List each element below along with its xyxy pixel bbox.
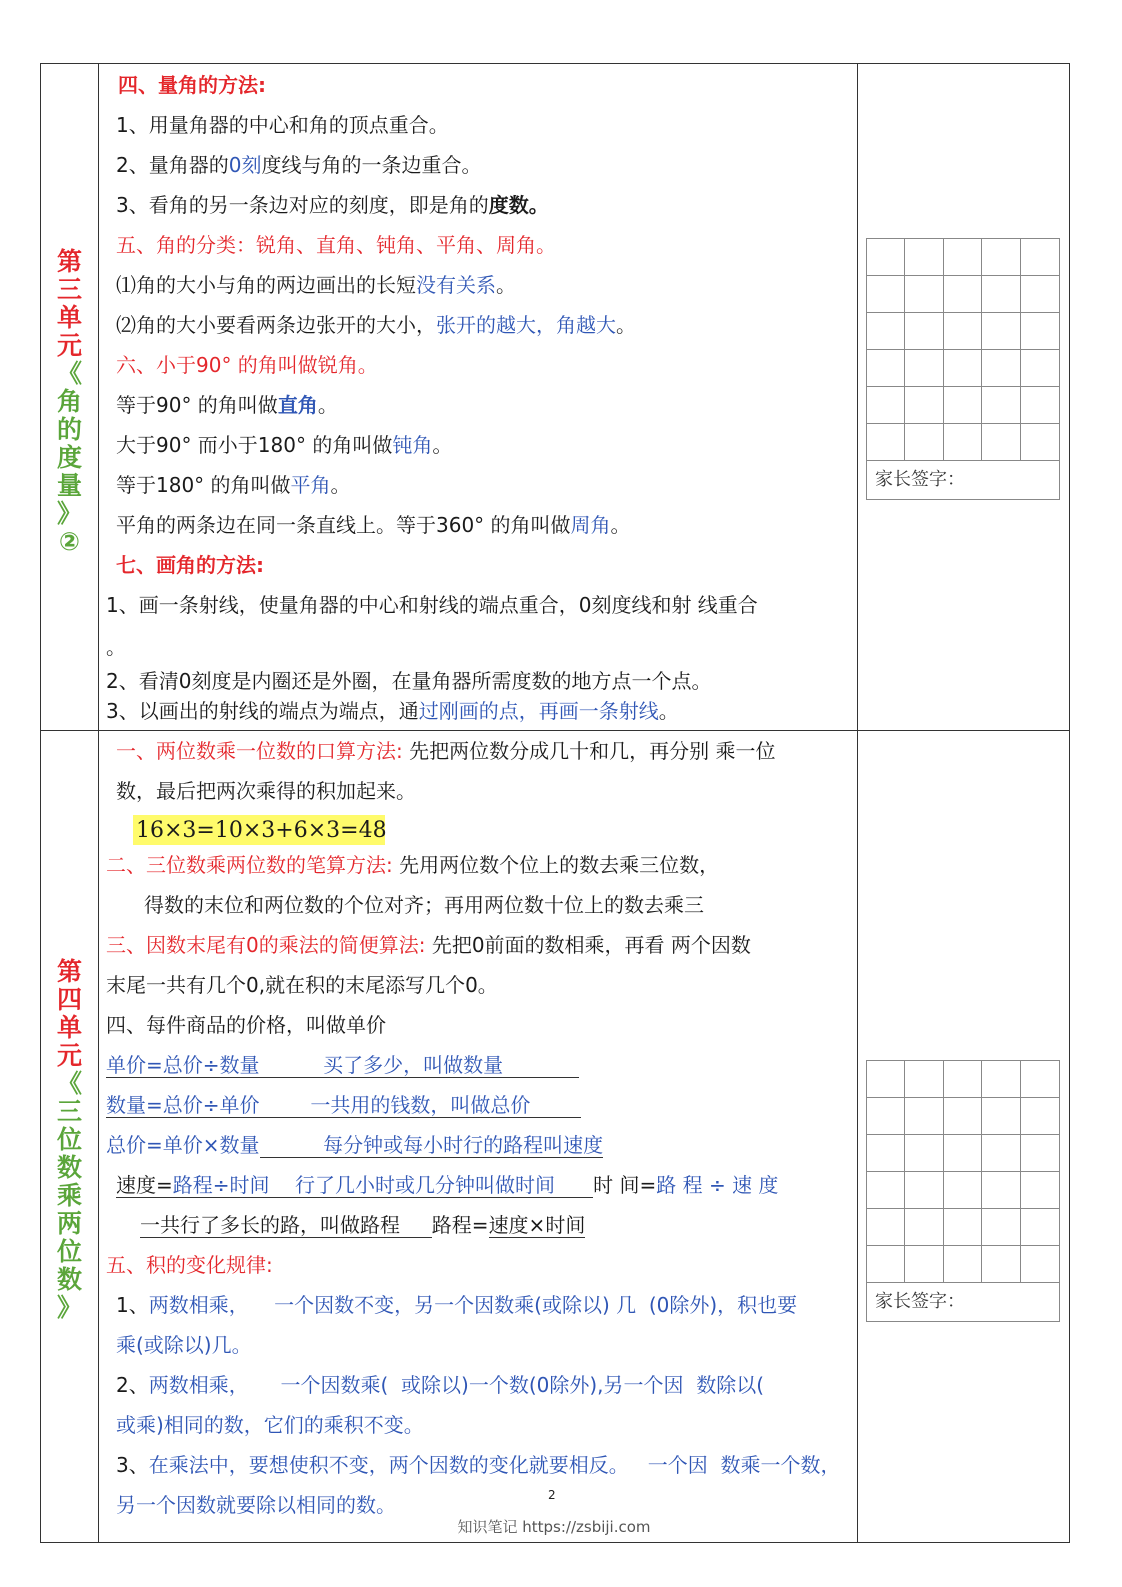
- content-line: [144, 892, 704, 918]
- text-segment: 一、两位数乘一位数的口算方法:: [116, 739, 403, 763]
- grid-cell: [867, 1098, 905, 1135]
- text-segment: 另一个因数就要除以相同的数。: [116, 1493, 396, 1517]
- content-line: [116, 192, 549, 218]
- text-segment: 。: [106, 635, 126, 659]
- text-segment: 平角: [290, 473, 331, 497]
- content-line: [116, 1172, 778, 1198]
- content-line: [116, 512, 631, 538]
- content-line: [116, 232, 556, 258]
- signature-grid-unit-3: [866, 238, 1060, 500]
- content-line: [116, 778, 416, 804]
- text-segment: 先把0前面的数相乘，再看 两个因数: [425, 933, 751, 957]
- text-segment: 直角: [277, 393, 318, 417]
- grid-cell: [982, 1098, 1020, 1135]
- content-line: [116, 392, 338, 418]
- content-line: [116, 152, 481, 178]
- content-line: [106, 1052, 579, 1078]
- text-segment: 速度=: [116, 1173, 173, 1197]
- grid-cell: [982, 239, 1020, 276]
- text-segment: 1、: [116, 1293, 149, 1317]
- practice-grid-cells: [867, 1061, 1059, 1283]
- content-line: [116, 472, 351, 498]
- text-segment: 路 程 ÷ 速 度: [656, 1173, 779, 1197]
- text-segment: 五、角的分类：锐角、直角、钝角、平角、周角。: [116, 233, 556, 257]
- unit-label-char: 《: [56, 1069, 82, 1098]
- text-segment: 3、以画出的射线的端点为端点，通: [106, 699, 419, 723]
- content-line: [116, 1292, 797, 1318]
- content-line: [106, 668, 711, 694]
- text-segment: 0刻: [228, 153, 262, 177]
- unit-label-char: 的: [56, 415, 82, 444]
- text-segment: 先把两位数分成几十和几，再分别 乘一位: [402, 739, 776, 763]
- unit-label-char: 元: [56, 1041, 82, 1070]
- text-segment: 等于180° 的角叫做: [116, 473, 291, 497]
- parent-signature-label: 家长签字：: [875, 469, 965, 490]
- text-segment: 在乘法中，要想使积不变，两个因数的变化就要相反。 一个因 数乘一个数，: [148, 1453, 841, 1477]
- text-segment: 乘(或除以)几。: [116, 1333, 252, 1357]
- content-line: [106, 592, 758, 618]
- text-segment: 3、看角的另一条边对应的刻度，即是角的: [116, 193, 489, 217]
- grid-cell: [944, 387, 982, 424]
- text-segment: 。: [658, 699, 679, 723]
- content-line: [116, 432, 452, 458]
- unit-label-char: 两: [56, 1209, 82, 1238]
- grid-cell: [905, 350, 943, 387]
- content-line: [116, 1492, 396, 1518]
- text-segment: 度线与角的一条边重合。: [261, 153, 482, 177]
- content-line: [116, 272, 516, 298]
- practice-grid-cells: [867, 239, 1059, 461]
- text-segment: 等于90° 的角叫做: [116, 393, 278, 417]
- grid-cell: [982, 1135, 1020, 1172]
- content-line: [106, 1012, 386, 1038]
- content-line: [116, 1332, 252, 1358]
- text-segment: 七、画角的方法:: [116, 553, 264, 577]
- unit-label-char: 》: [56, 499, 82, 528]
- content-line: [140, 1212, 585, 1238]
- parent-signature-label: 家长签字：: [875, 1291, 965, 1312]
- content-line: [116, 112, 449, 138]
- grid-cell: [867, 239, 905, 276]
- content-line: [118, 72, 266, 98]
- unit-label-char: 《: [56, 359, 82, 388]
- grid-cell: [905, 1135, 943, 1172]
- text-segment: 3、: [116, 1453, 149, 1477]
- column-divider-left: [98, 63, 99, 1543]
- content-line: [116, 552, 264, 578]
- grid-cell: [1021, 1098, 1059, 1135]
- text-segment: 。: [330, 473, 351, 497]
- text-segment: 。: [496, 273, 516, 297]
- grid-cell: [905, 1098, 943, 1135]
- grid-cell: [905, 313, 943, 350]
- grid-cell: [905, 1246, 943, 1283]
- text-segment: 二、三位数乘两位数的笔算方法:: [106, 853, 393, 877]
- unit-label-char: 四: [56, 985, 82, 1014]
- text-segment: 三、因数末尾有0的乘法的简便算法:: [106, 933, 426, 957]
- column-divider-right: [857, 63, 858, 1543]
- grid-cell: [982, 1172, 1020, 1209]
- text-segment: 单价=总价÷数量 买了多少，叫做数量: [106, 1053, 580, 1077]
- grid-cell: [982, 1061, 1020, 1098]
- footer-watermark: 知识笔记 https://zsbiji.com: [457, 1518, 651, 1536]
- text-segment: 2、看清0刻度是内圈还是外圈，在量角器所需度数的地方点一个点。: [106, 669, 712, 693]
- content-line: [116, 738, 775, 764]
- text-segment: 行了几小时或几分钟叫做时间: [269, 1173, 594, 1197]
- text-segment: 速度×时间: [488, 1213, 586, 1237]
- content-line: [116, 312, 636, 338]
- unit-3-label: [41, 248, 98, 556]
- unit-label-char: 位: [56, 1125, 82, 1154]
- text-segment: 六、小于90° 的角叫做锐角。: [116, 353, 378, 377]
- text-segment: 两数相乘， 一个因数乘( 或除以)一个数(0除外),另一个因 数除以(: [148, 1373, 765, 1397]
- unit-label-char: 三: [56, 275, 82, 304]
- text-segment: 大于90° 而小于180° 的角叫做: [116, 433, 393, 457]
- grid-cell: [982, 387, 1020, 424]
- row-divider: [40, 730, 1070, 731]
- grid-cell: [982, 350, 1020, 387]
- text-segment: 一共行了多长的路，叫做路程: [140, 1213, 432, 1237]
- grid-cell: [867, 1172, 905, 1209]
- grid-cell: [944, 1098, 982, 1135]
- text-segment: 1、用量角器的中心和角的顶点重合。: [116, 113, 449, 137]
- grid-cell: [905, 276, 943, 313]
- unit-label-char: 三: [56, 1097, 82, 1126]
- content-line: [116, 1452, 841, 1478]
- text-segment: 。: [610, 513, 631, 537]
- grid-cell: [944, 424, 982, 461]
- grid-cell: [982, 424, 1020, 461]
- content-line: [106, 698, 679, 724]
- text-segment: 数，最后把两次乘得的积加起来。: [116, 779, 416, 803]
- content-line: [106, 1092, 581, 1118]
- unit-label-char: 单: [56, 1013, 82, 1042]
- text-segment: 或乘)相同的数，它们的乘积不变。: [116, 1413, 424, 1437]
- content-line: [106, 634, 126, 660]
- grid-cell: [944, 313, 982, 350]
- text-segment: 张开的越大，角越大: [436, 313, 616, 337]
- content-line: [116, 1412, 424, 1438]
- grid-cell: [905, 387, 943, 424]
- grid-cell: [867, 350, 905, 387]
- text-segment: 2、量角器的: [116, 153, 229, 177]
- grid-cell: [867, 1209, 905, 1246]
- grid-cell: [944, 276, 982, 313]
- unit-label-char: 数: [56, 1265, 82, 1294]
- content-line: [136, 818, 387, 844]
- grid-cell: [867, 1246, 905, 1283]
- grid-cell: [1021, 1209, 1059, 1246]
- grid-cell: [905, 1061, 943, 1098]
- unit-label-char: 第: [56, 957, 82, 986]
- content-line: [106, 852, 719, 878]
- unit-4-label: [41, 958, 98, 1322]
- grid-cell: [867, 387, 905, 424]
- grid-cell: [944, 1246, 982, 1283]
- text-segment: 数量=总价÷单价 一共用的钱数，叫做总价: [106, 1093, 582, 1117]
- grid-cell: [1021, 424, 1059, 461]
- grid-cell: [905, 1209, 943, 1246]
- unit-label-char: 第: [56, 247, 82, 276]
- text-segment: 平角的两条边在同一条直线上。等于360° 的角叫做: [116, 513, 571, 537]
- grid-cell: [905, 239, 943, 276]
- grid-cell: [944, 1209, 982, 1246]
- text-segment: 时 间=: [593, 1173, 657, 1197]
- grid-cell: [1021, 276, 1059, 313]
- grid-cell: [1021, 387, 1059, 424]
- grid-cell: [982, 1209, 1020, 1246]
- text-segment: 过刚画的点，再画一条射线: [418, 699, 659, 723]
- grid-cell: [944, 1172, 982, 1209]
- unit-label-char: 元: [56, 331, 82, 360]
- unit-label-char: 度: [56, 443, 82, 472]
- content-line: [106, 972, 498, 998]
- text-segment: ⑴角的大小与角的两边画出的长短: [116, 273, 416, 297]
- content-line: [106, 932, 751, 958]
- text-segment: 。: [616, 313, 636, 337]
- grid-cell: [944, 239, 982, 276]
- grid-cell: [982, 313, 1020, 350]
- text-segment: ⑵角的大小要看两条边张开的大小，: [116, 313, 436, 337]
- unit-label-char: 》: [56, 1293, 82, 1322]
- grid-cell: [1021, 1172, 1059, 1209]
- grid-cell: [867, 1135, 905, 1172]
- grid-cell: [1021, 1246, 1059, 1283]
- text-segment: 没有关系: [416, 273, 496, 297]
- grid-cell: [1021, 1061, 1059, 1098]
- grid-cell: [982, 276, 1020, 313]
- text-segment: 两数相乘， 一个因数不变，另一个因数乘(或除以) 几 (0除外)，积也要: [148, 1293, 798, 1317]
- text-segment: 路程=: [431, 1213, 489, 1237]
- unit-label-char: 数: [56, 1153, 82, 1182]
- content-line: [106, 1132, 603, 1158]
- grid-cell: [982, 1246, 1020, 1283]
- text-segment: 。: [317, 393, 338, 417]
- text-segment: 度数。: [488, 193, 549, 217]
- grid-cell: [905, 1172, 943, 1209]
- text-segment: 钝角: [392, 433, 433, 457]
- text-segment: 得数的末位和两位数的个位对齐；再用两位数十位上的数去乘三: [144, 893, 704, 917]
- text-segment: 路程÷时间: [172, 1173, 270, 1197]
- unit-label-char: 角: [56, 387, 82, 416]
- content-line: [116, 352, 378, 378]
- content-line: [106, 1252, 273, 1278]
- grid-cell: [1021, 1135, 1059, 1172]
- unit-label-char: 乘: [56, 1181, 82, 1210]
- text-segment: 16×3=10×3+6×3=48: [136, 818, 387, 843]
- text-segment: 总价=单价×数量: [106, 1133, 260, 1157]
- unit-label-char: 量: [56, 471, 82, 500]
- grid-cell: [867, 276, 905, 313]
- text-segment: 四、每件商品的价格，叫做单价: [106, 1013, 386, 1037]
- unit-label-char: 单: [56, 303, 82, 332]
- text-segment: 1、画一条射线，使量角器的中心和射线的端点重合，0刻度线和射 线重合: [106, 593, 758, 617]
- grid-cell: [944, 1061, 982, 1098]
- grid-cell: [905, 424, 943, 461]
- grid-cell: [867, 313, 905, 350]
- grid-cell: [1021, 350, 1059, 387]
- grid-cell: [867, 1061, 905, 1098]
- content-line: [116, 1372, 764, 1398]
- text-segment: 五、积的变化规律:: [106, 1253, 273, 1277]
- grid-cell: [867, 424, 905, 461]
- grid-cell: [944, 350, 982, 387]
- text-segment: 每分钟或每小时行的路程叫速度: [259, 1133, 604, 1157]
- grid-cell: [944, 1135, 982, 1172]
- grid-cell: [1021, 313, 1059, 350]
- text-segment: 先用两位数个位上的数去乘三位数，: [392, 853, 720, 877]
- text-segment: 四、量角的方法:: [118, 73, 266, 97]
- page-number: 2: [548, 1488, 556, 1502]
- unit-label-char: ②: [58, 527, 81, 556]
- text-segment: 周角: [570, 513, 611, 537]
- grid-cell: [1021, 239, 1059, 276]
- text-segment: 末尾一共有几个0,就在积的末尾添写几个0。: [106, 973, 498, 997]
- text-segment: 。: [432, 433, 453, 457]
- unit-label-char: 位: [56, 1237, 82, 1266]
- signature-grid-unit-4: [866, 1060, 1060, 1322]
- text-segment: 2、: [116, 1373, 149, 1397]
